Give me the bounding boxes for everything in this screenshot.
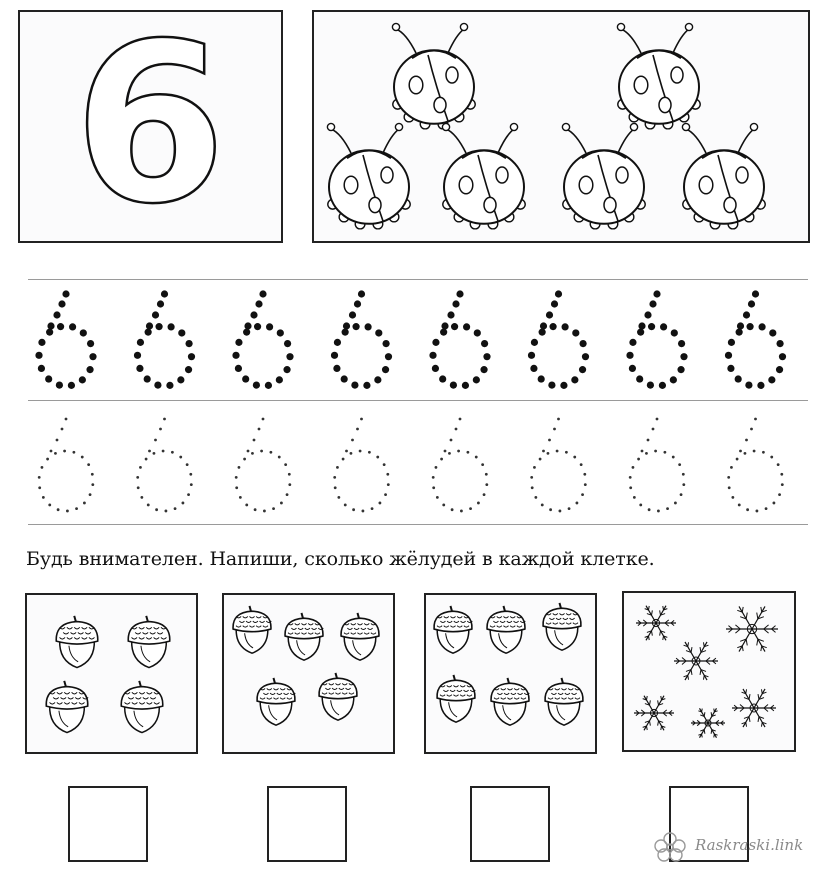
snowflake-icon (636, 606, 676, 641)
acorn-icon (341, 613, 379, 660)
acorn-icon (233, 606, 271, 653)
acorn-icon (257, 678, 295, 725)
snowflakes-group (624, 593, 794, 750)
acorn-icon (128, 616, 170, 668)
trace-six (626, 290, 687, 389)
snowflake-icon (732, 689, 776, 727)
snowflake-icon (634, 696, 674, 731)
answer-box-2[interactable] (267, 786, 347, 862)
snowflake-icon (726, 606, 778, 651)
trace-six (725, 290, 786, 389)
trace-six (528, 290, 589, 389)
acorn-icon (46, 681, 88, 733)
trace-six (136, 418, 192, 513)
acorn-cell-1 (25, 593, 198, 754)
svg-text:6: 6 (73, 12, 227, 241)
acorn-icon (487, 606, 525, 653)
trace-six (331, 290, 392, 389)
trace-six (235, 418, 291, 513)
trace-six (727, 418, 783, 513)
ladybug-icon (327, 123, 410, 228)
trace-row-bold (28, 282, 808, 398)
answer-box-1[interactable] (68, 786, 148, 862)
watermark-text: Raskraski.link (695, 836, 804, 854)
digit-card (18, 10, 283, 243)
acorn-icon (434, 606, 472, 653)
trace-six (629, 418, 685, 513)
digit-six-outline (20, 12, 281, 241)
acorns-group (224, 595, 393, 752)
acorn-icon (491, 678, 529, 725)
rule-bottom (28, 524, 808, 525)
trace-six (333, 418, 389, 513)
snowflake-icon (691, 708, 725, 737)
rule-top (28, 279, 808, 280)
trace-six (530, 418, 586, 513)
trace-six (429, 290, 490, 389)
ladybug-icon (682, 123, 765, 228)
trace-six (35, 290, 96, 389)
acorn-icon (285, 613, 323, 660)
instruction-text: Будь внимателен. Напиши, сколько жёлудей в каждой клетке. (26, 548, 655, 570)
acorn-icon (319, 673, 357, 720)
ladybugs-illustration (314, 12, 808, 241)
snowflake-icon (674, 642, 718, 680)
acorns-group (27, 595, 196, 752)
answer-box-3[interactable] (470, 786, 550, 862)
acorn-cell-3 (424, 593, 597, 754)
trace-six (38, 418, 94, 513)
acorn-icon (121, 681, 163, 733)
ladybug-icon (562, 123, 645, 228)
rule-middle (28, 400, 808, 401)
snowflake-cell (622, 591, 796, 752)
acorn-icon (56, 616, 98, 668)
acorn-icon (437, 675, 475, 722)
ladybug-icon (392, 23, 475, 128)
acorns-group (426, 595, 595, 752)
watermark (650, 828, 820, 864)
acorn-icon (543, 603, 581, 650)
ladybug-icon (617, 23, 700, 128)
acorn-cell-2 (222, 593, 395, 754)
ladybug-card (312, 10, 810, 243)
trace-six (232, 290, 293, 389)
flower-icon (652, 830, 688, 862)
acorn-icon (545, 678, 583, 725)
trace-six (432, 418, 488, 513)
trace-six (134, 290, 195, 389)
trace-row-light (28, 405, 808, 523)
ladybug-icon (442, 123, 525, 228)
